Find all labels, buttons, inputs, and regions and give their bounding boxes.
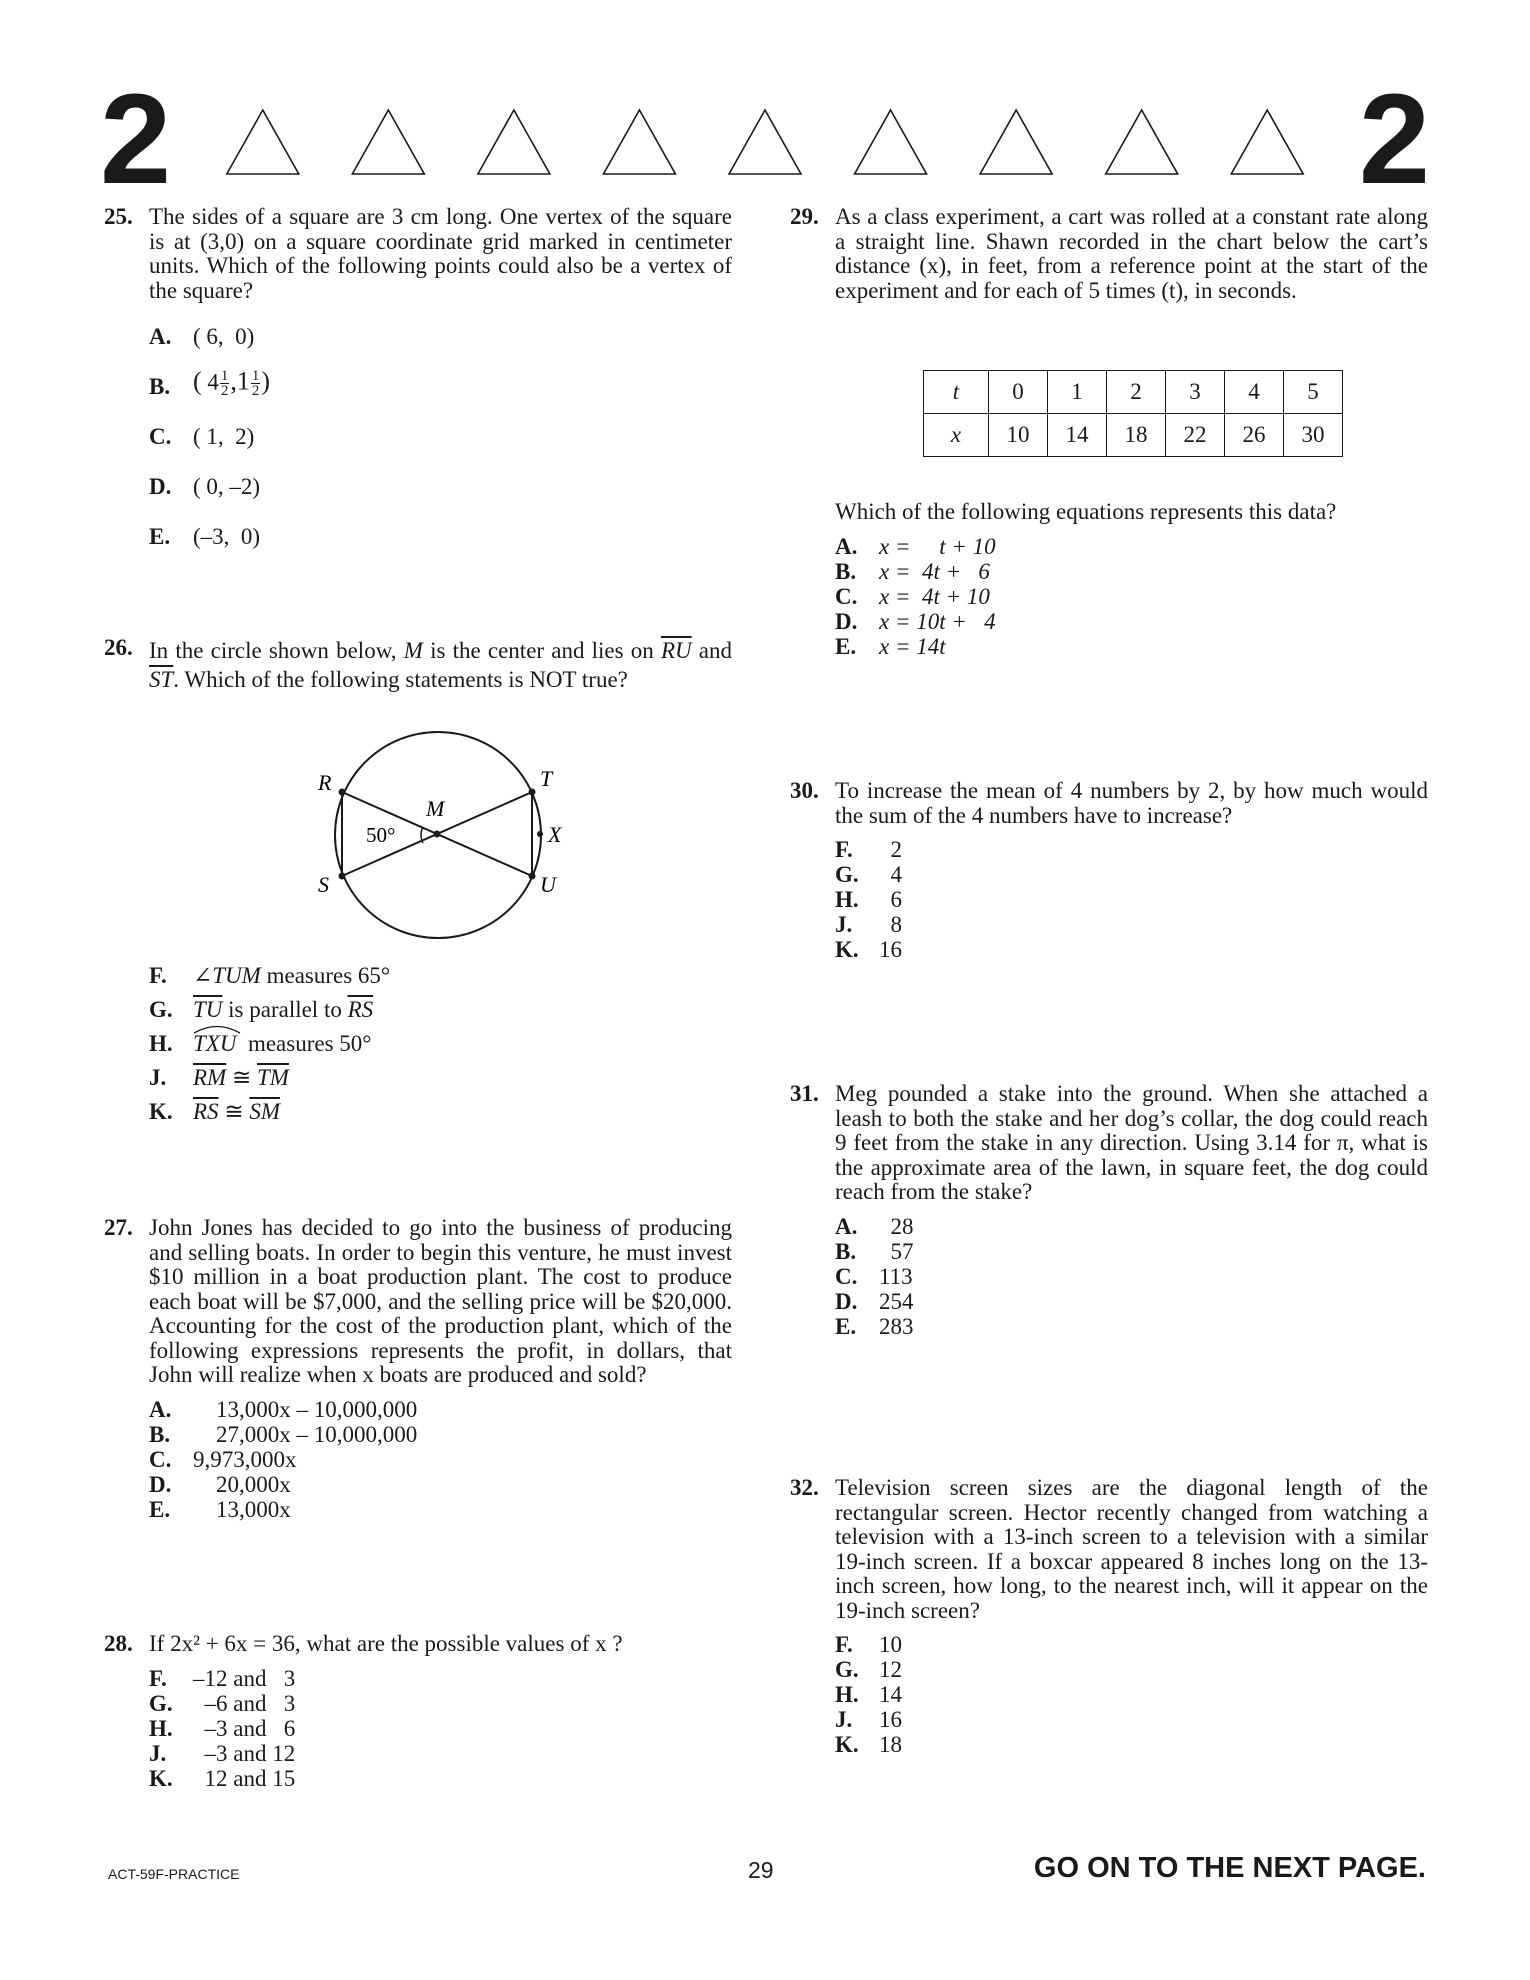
answer-option[interactable]: H. TXU measures 50° (149, 1032, 732, 1066)
triangle-icon (603, 110, 675, 174)
point-t (529, 789, 536, 796)
table-cell: 14 (1048, 414, 1107, 457)
form-code: ACT-59F-PRACTICE (108, 1866, 240, 1882)
answer-option[interactable]: C. 113 (835, 1263, 913, 1289)
question-number: 31. (790, 1081, 819, 1106)
label-x: X (548, 822, 562, 847)
answer-option[interactable]: B. 27,000x – 10,000,000 (149, 1421, 418, 1447)
question-number: 28. (104, 1631, 133, 1656)
table-cell: 18 (1107, 414, 1166, 457)
triangle-icon (227, 110, 299, 174)
answer-option[interactable]: H. 6 (835, 887, 902, 912)
table-cell: 26 (1225, 414, 1284, 457)
answer-option[interactable]: G. –6 and 3 (149, 1690, 296, 1716)
data-table (923, 370, 1343, 457)
label-t: T (540, 766, 553, 791)
answer-fraction-pair: ( 4 $\frac{1}{2}$ ,1 $\frac{1}{2}$ ) (193, 366, 271, 399)
section-header (100, 68, 1430, 211)
answer-list (835, 1215, 1428, 1340)
question-number: 27. (104, 1215, 133, 1240)
answer-option[interactable]: F. ∠TUM measures 65° (149, 963, 391, 988)
question-number: 25. (104, 204, 133, 229)
question-29-answers (790, 500, 1428, 660)
answer-option[interactable]: C. 9,973,000x (149, 1446, 297, 1472)
answer-option[interactable]: C. x = 4t + 10 (835, 583, 990, 609)
answer-value: $\overline{RS}$ ≅ $\overline{SM}$ (193, 1099, 281, 1124)
triangle-icon (729, 110, 801, 174)
point-x (537, 831, 543, 837)
answer-option[interactable]: F. 10 (835, 1632, 902, 1657)
label-u: U (540, 872, 556, 897)
triangle-icon (980, 110, 1052, 174)
answer-value: TXU measures 50° (193, 1032, 371, 1057)
answer-list (149, 325, 732, 575)
question-number: 26. (104, 635, 133, 660)
answer-option[interactable]: B. ( 4 $\frac{1}{2}$ ,1 $\frac{1}{2}$ ) (149, 366, 271, 399)
point-u (529, 873, 536, 880)
answer-list (835, 535, 1428, 660)
answer-option[interactable]: B. x = 4t + 6 (835, 558, 990, 584)
label-s: S (318, 872, 329, 897)
question-text: If 2x² + 6x = 36, what are the possible values of x ? (149, 1631, 623, 1656)
label-m: M (426, 796, 445, 821)
angle-arc (421, 827, 423, 843)
answer-option[interactable]: G. 4 (835, 862, 902, 887)
table-cell: 2 (1107, 371, 1166, 414)
answer-option[interactable]: D. x = 10t + 4 (835, 608, 996, 634)
table-cell: 10 (989, 414, 1048, 457)
point-s (339, 873, 346, 880)
answer-option[interactable]: E. (–3, 0) (149, 524, 261, 549)
answer-list (149, 1398, 732, 1523)
answer-value: ∠TUM measures 65° (193, 963, 391, 988)
question-text: As a class experiment, a cart was rolled at a constant rate along a straight line. Shawn recorded in the chart below the cart’s distance (x), in feet, from a reference point at the start of the experiment and for each of 5 times (t), in seconds. (835, 204, 1428, 303)
answer-option[interactable]: A. ( 6, 0) (149, 324, 255, 349)
table-cell: 4 (1225, 371, 1284, 414)
question-number: 30. (790, 778, 819, 803)
answer-option[interactable]: J. –3 and 12 (149, 1740, 296, 1766)
label-r: R (318, 770, 332, 795)
triangle-icon (1231, 110, 1303, 174)
answer-option[interactable]: K. 18 (835, 1732, 902, 1757)
table-row (924, 414, 1343, 457)
page-number: 29 (748, 1857, 774, 1883)
question-30 (790, 779, 1428, 963)
answer-option[interactable]: D. 20,000x (149, 1471, 291, 1497)
triangle-icon (1106, 110, 1178, 174)
answer-list (149, 1667, 732, 1792)
answer-option[interactable]: G. 12 (835, 1657, 902, 1682)
answer-option[interactable]: E. x = 14t (835, 633, 946, 659)
table-cell: 22 (1166, 414, 1225, 457)
answer-option[interactable]: J. 16 (835, 1707, 902, 1732)
answer-option[interactable]: B. 57 (835, 1238, 914, 1264)
answer-option[interactable]: A. x = t + 10 (835, 533, 996, 559)
question-text: Meg pounded a stake into the ground. When she attached a leash to both the stake and her dog’s collar, the dog could reach 9 feet from the stake in any direction. Using 3.14 for π, what is the approximate area of the lawn, in square feet, the dog could reach from the stake? (835, 1081, 1428, 1204)
answer-option[interactable]: A. 28 (835, 1213, 914, 1239)
circle-figure (300, 720, 590, 950)
question-number: 32. (790, 1475, 819, 1500)
answer-option[interactable]: E. 13,000x (149, 1496, 291, 1522)
table-cell: x (924, 414, 989, 457)
table-cell: 5 (1284, 371, 1343, 414)
answer-list (149, 964, 732, 1134)
question-31 (790, 1082, 1428, 1340)
table-cell: 1 (1048, 371, 1107, 414)
question-26-answers (104, 964, 732, 1134)
table-cell: 3 (1166, 371, 1225, 414)
question-27 (104, 1216, 732, 1523)
question-28 (104, 1632, 732, 1792)
question-29 (790, 205, 1428, 303)
answer-option[interactable]: D. ( 0, –2) (149, 474, 261, 499)
answer-option[interactable]: D. 254 (835, 1288, 914, 1314)
triangle-row (200, 100, 1330, 180)
arc-symbol-icon (192, 1024, 242, 1034)
triangle-icon (352, 110, 424, 174)
answer-value: $\overline{TU}$ is parallel to $\overline{RS}$ (193, 997, 374, 1022)
question-text: John Jones has decided to go into the business of producing and selling boats. In order to begin this venture, he must invest $10 million in a boat production plant. The cost to produce each boat will be $7,000, and the selling price will be $20,000. Accounting for the cost of the production plant, which of the following expressions represents the profit, in dollars, that John will realize when x boats are produced and sold? (149, 1215, 732, 1387)
question-text: The sides of a square are 3 cm long. One vertex of the square is at (3,0) on a square coordinate grid marked in centimeter units. Which of the following points could also be a vertex of the square? (149, 204, 732, 303)
section-number-right: 2 (1358, 68, 1430, 211)
answer-option[interactable]: J. 8 (835, 912, 902, 937)
answer-option[interactable]: G. $\overline{TU}$ is parallel to $\overline{RS}$ (149, 997, 374, 1022)
answer-option[interactable]: F. 2 (835, 837, 902, 862)
table-row (924, 371, 1343, 414)
answer-option[interactable]: F. –12 and 3 (149, 1665, 296, 1691)
question-26 (104, 636, 732, 694)
triangle-row-graphic (200, 100, 1330, 180)
question-text: Television screen sizes are the diagonal length of the rectangular screen. Hector recently changed from watching a television with a 13-inch screen to a television with a similar 19-inch screen. If a boxcar appeared 8 inches long on the 13-inch screen, how long, to the nearest inch, will it appear on the 19-inch screen? (835, 1475, 1428, 1623)
point-m (434, 831, 441, 838)
answer-option[interactable]: E. 283 (835, 1313, 914, 1339)
section-number-left: 2 (100, 68, 172, 211)
question-32 (790, 1476, 1428, 1758)
question-prompt: Which of the following equations represents this data? (835, 499, 1337, 524)
next-page-instruction: GO ON TO THE NEXT PAGE. (1033, 1852, 1426, 1884)
answer-option[interactable]: H. 14 (835, 1682, 902, 1707)
answer-option[interactable]: K. 16 (835, 937, 902, 962)
answer-list (835, 1633, 1428, 1758)
answer-option[interactable]: A. 13,000x – 10,000,000 (149, 1396, 418, 1422)
table-cell: t (924, 371, 989, 414)
point-r (339, 789, 346, 796)
question-number: 29. (790, 204, 819, 229)
answer-value: $\overline{RM}$ ≅ $\overline{TM}$ (193, 1065, 289, 1090)
triangle-icon (855, 110, 927, 174)
answer-option[interactable]: C. ( 1, 2) (149, 424, 255, 449)
answer-option[interactable]: K. 12 and 15 (149, 1765, 296, 1791)
question-text: In the circle shown below, M is the center and lies on $\overline{RU}$ and $\overline{ST}$. Which of the following statements is NOT true? (149, 638, 732, 692)
table-cell: 30 (1284, 414, 1343, 457)
answer-option[interactable]: J. $\overline{RM}$ ≅ $\overline{TM}$ (149, 1065, 289, 1090)
circle-diagram (300, 720, 590, 950)
answer-option[interactable]: K. $\overline{RS}$ ≅ $\overline{SM}$ (149, 1099, 281, 1124)
data-table-wrapper (923, 370, 1343, 457)
triangle-icon (478, 110, 550, 174)
label-angle: 50° (366, 823, 396, 847)
answer-list (835, 838, 1428, 963)
question-text: To increase the mean of 4 numbers by 2, by how much would the sum of the 4 numbers have to increase? (835, 778, 1428, 828)
table-cell: 0 (989, 371, 1048, 414)
answer-option[interactable]: H. –3 and 6 (149, 1715, 296, 1741)
question-25 (104, 205, 732, 575)
